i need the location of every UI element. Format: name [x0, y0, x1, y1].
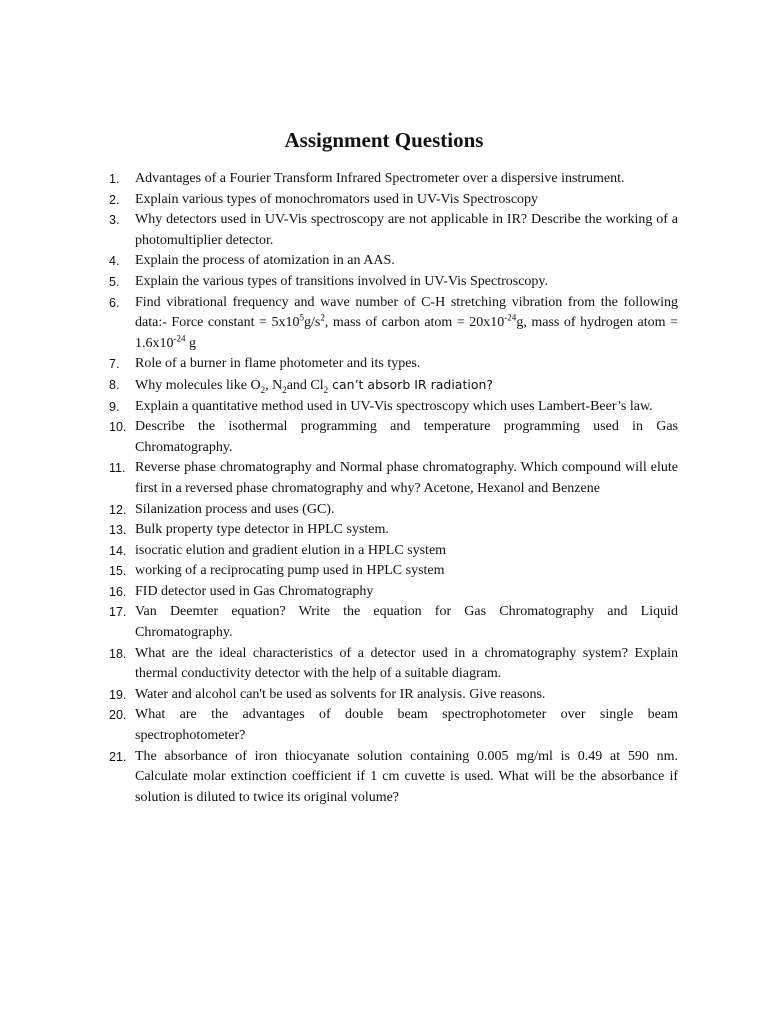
question-item — [104, 582, 678, 603]
question-number: 20. — [109, 708, 127, 723]
question-item — [104, 561, 678, 582]
superscript: 2 — [320, 312, 325, 323]
question-text — [135, 293, 678, 355]
question-item — [104, 644, 678, 685]
question-text: FID detector used in Gas Chromatography — [135, 583, 374, 599]
question-list — [104, 169, 678, 808]
question-text: Reverse phase chromatography and Normal phase chromatography. Which compound will elute first in a reversed phase chromatography and why? Acetone, Hexanol and Benzene — [135, 460, 678, 496]
question-item — [104, 705, 678, 746]
question-text: The absorbance of iron thiocyanate solution containing 0.005 mg/ml is 0.49 at 590 nm. Calculate molar extinction coefficient if 1 cm cuvette is used. What will be the absorbance if solution is diluted to twice its original volume? — [135, 748, 678, 805]
question-number: 12. — [109, 502, 127, 517]
question-text-run: Find vibrational frequency and wave number of C-H stretching vibration from the following data:- Force constant = 5x10 — [135, 294, 678, 331]
question-item — [104, 602, 678, 643]
question-text — [135, 375, 678, 397]
question-text: Explain the various types of transitions involved in UV-Vis Spectroscopy. — [135, 273, 549, 289]
question-number: 19. — [109, 687, 127, 702]
question-text-run: can’t absorb IR radiation? — [328, 376, 494, 392]
question-text-run: and Cl — [286, 377, 324, 393]
question-item — [104, 397, 678, 418]
question-number: 17. — [109, 605, 127, 620]
question-number: 3. — [109, 213, 120, 228]
question-item — [104, 375, 678, 397]
question-text-run: g — [185, 335, 196, 351]
question-number: 10. — [109, 420, 127, 435]
question-text: Silanization process and uses (GC). — [135, 501, 335, 517]
question-item — [104, 169, 678, 190]
question-text: What are the advantages of double beam spectrophotometer over single beam spectrophotometer? — [135, 707, 678, 744]
question-number: 7. — [109, 357, 120, 372]
question-number: 13. — [109, 523, 127, 538]
subscript: 2 — [282, 384, 287, 395]
question-number: 14. — [109, 543, 127, 558]
question-text: What are the ideal characteristics of a detector used in a chromatography system? Explain thermal conductivity detector with the help of a suitable diagram. — [135, 645, 678, 682]
question-text: Explain the process of atomization in an AAS. — [135, 253, 395, 269]
question-text: Advantages of a Fourier Transform Infrared Spectrometer over a dispersive instrument. — [135, 171, 625, 186]
question-item — [104, 685, 678, 706]
question-item — [104, 210, 678, 251]
question-number: 18. — [109, 646, 127, 661]
question-text: Van Deemter equation? Write the equation for Gas Chromatography and Liquid Chromatography. — [135, 604, 678, 641]
question-item — [104, 458, 678, 499]
question-item — [104, 251, 678, 272]
question-text: Explain various types of monochromators used in UV-Vis Spectroscopy — [135, 191, 539, 207]
question-item — [104, 272, 678, 293]
superscript: -24 — [504, 312, 517, 323]
question-number: 16. — [109, 584, 127, 599]
question-text-run: g/s — [304, 315, 321, 331]
question-text-run: g, mass of hydrogen atom = 1.6x10 — [135, 315, 678, 351]
question-item — [104, 293, 678, 355]
question-number: 11. — [109, 461, 126, 476]
question-number: 1. — [109, 172, 120, 186]
question-item — [104, 541, 678, 562]
subscript: 2 — [323, 384, 329, 395]
superscript: -24 — [173, 333, 186, 344]
question-item — [104, 747, 678, 809]
question-number: 2. — [109, 192, 120, 207]
question-item — [104, 500, 678, 521]
question-text: Water and alcohol can't be used as solvents for IR analysis. Give reasons. — [135, 686, 546, 702]
question-text-run: Why molecules like O — [135, 377, 261, 393]
question-number: 4. — [109, 254, 120, 269]
question-number: 5. — [109, 274, 120, 289]
question-text-run: , mass of carbon atom = 20x10 — [324, 315, 505, 331]
question-number: 8. — [109, 377, 120, 392]
question-item — [104, 520, 678, 541]
subscript: 2 — [260, 384, 266, 395]
question-number: 6. — [109, 295, 120, 310]
question-item — [104, 417, 678, 458]
question-text: Describe the isothermal programming and temperature programming used in Gas Chromatography. — [135, 419, 678, 455]
question-text: isocratic elution and gradient elution in a HPLC system — [135, 542, 447, 558]
question-number: 9. — [109, 399, 120, 414]
question-item — [104, 354, 678, 375]
superscript: 5 — [299, 312, 305, 323]
page-title: Assignment Questions — [284, 128, 484, 152]
question-item — [104, 190, 678, 211]
question-text: working of a reciprocating pump used in HPLC system — [135, 563, 445, 579]
question-text: Why detectors used in UV-Vis spectroscopy are not applicable in IR? Describe the working of a photomultiplier detector. — [135, 212, 678, 248]
question-number: 21. — [109, 749, 127, 764]
question-text: Explain a quantitative method used in UV-Vis spectroscopy which uses Lambert-Beer’s law. — [135, 398, 653, 414]
question-text: Role of a burner in flame photometer and its types. — [135, 356, 421, 372]
question-text: Bulk property type detector in HPLC system. — [135, 522, 389, 538]
question-text-run: , N — [265, 377, 283, 393]
question-number: 15. — [109, 564, 127, 579]
